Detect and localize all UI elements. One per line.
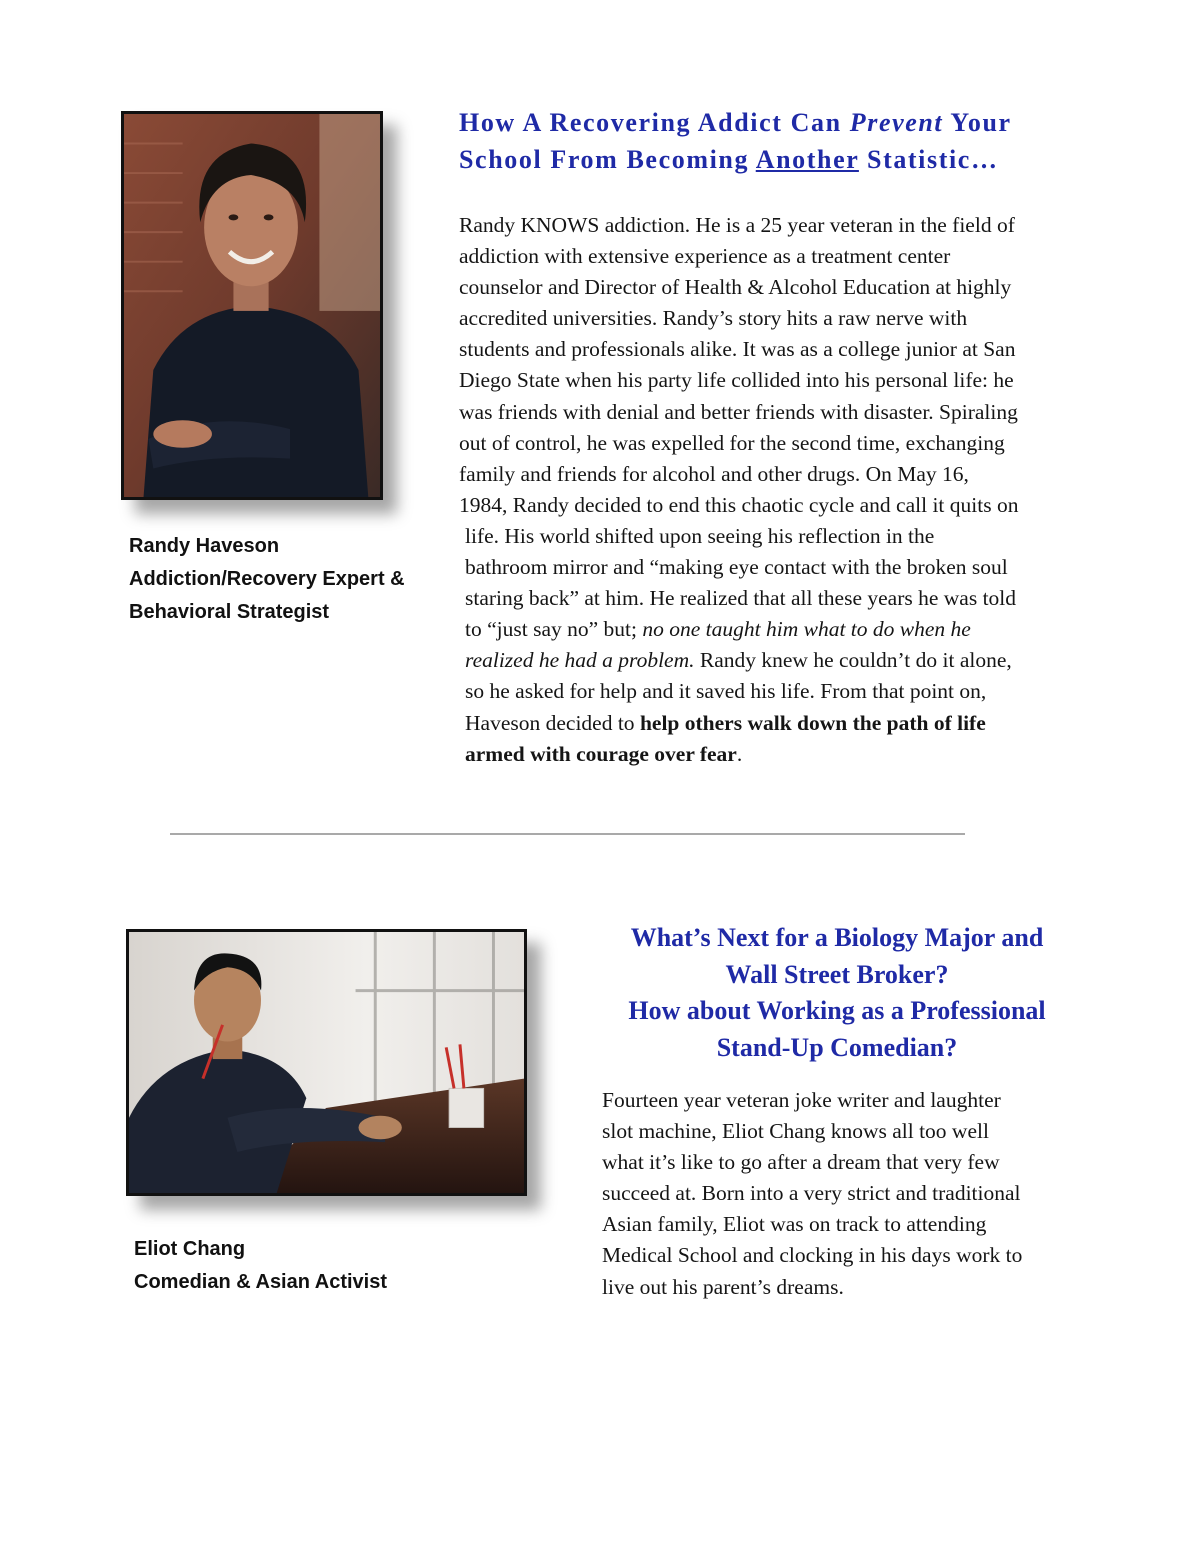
headline-line: What’s Next for a Biology Major and	[630, 923, 1044, 952]
body-line	[465, 676, 1099, 707]
body-line	[459, 303, 1099, 334]
body-line	[459, 521, 1099, 552]
body-continuation	[459, 614, 1099, 769]
body-line	[602, 1178, 1082, 1209]
portrait-image	[129, 932, 524, 1193]
section1-body	[459, 210, 1099, 770]
body-text: Randy KNOWS addiction. He is a 25 year veteran in the field of	[459, 213, 1015, 237]
body-text: .	[736, 741, 743, 766]
section2-body	[602, 1085, 1082, 1303]
body-line	[465, 708, 1099, 739]
body-line	[602, 1272, 1082, 1303]
body-text: accredited universities. Randy’s story hits a raw nerve with	[459, 306, 968, 331]
headline-line2	[459, 141, 1012, 178]
headline-text: School From Becoming	[459, 145, 756, 174]
body-line	[602, 1085, 1082, 1116]
section-divider	[170, 833, 965, 835]
body-line	[602, 1147, 1082, 1178]
body-text: life. His world shifted upon seeing his reflection in the	[465, 523, 935, 548]
randy-caption	[129, 530, 405, 629]
headline-text: How A Recovering Addict Can	[459, 108, 850, 137]
body-text: so he asked for help and it saved his life. From that point on,	[465, 679, 987, 704]
body-line	[459, 241, 1099, 272]
body-text: Medical School and clocking in his days work to	[602, 1243, 1023, 1268]
headline-text: Your	[943, 108, 1012, 137]
body-text: staring back” at him. He realized that all these years he was told	[465, 586, 1017, 611]
body-text: out of control, he was expelled for the second time, exchanging	[459, 430, 1005, 455]
body-text: family and friends for alcohol and other drugs. On May 16,	[459, 461, 969, 486]
caption-role-line2: Behavioral Strategist	[129, 601, 330, 623]
body-text: was friends with denial and better friends with disaster. Spiraling	[459, 399, 1018, 424]
body-text: Haveson decided to	[465, 710, 640, 735]
body-text: to “just say no” but;	[465, 617, 643, 642]
body-italic: no one taught him what to do when he	[642, 617, 971, 642]
body-text: Diego State when his party life collided into his personal life: he	[459, 368, 1014, 393]
headline-line: Stand-Up Comedian?	[716, 1032, 958, 1062]
headline-line1	[459, 104, 1012, 141]
body-line	[459, 365, 1099, 396]
eliot-caption	[134, 1233, 387, 1299]
body-italic: realized he had a problem.	[465, 648, 695, 673]
body-line	[459, 428, 1099, 459]
caption-name: Eliot Chang	[134, 1238, 246, 1260]
body-line	[459, 334, 1099, 365]
eliot-chang-photo	[126, 929, 527, 1196]
caption-role: Comedian & Asian Activist	[134, 1271, 388, 1293]
body-bold: help others walk down the path of life	[639, 710, 986, 735]
section2-headline	[600, 920, 1074, 1066]
body-text: addiction with extensive experience as a treatment center	[459, 244, 951, 269]
body-line	[459, 490, 1099, 521]
headline-line: How about Working as a Professional	[628, 996, 1046, 1025]
body-line	[465, 645, 1099, 676]
body-text: what it’s like to go after a dream that very few	[602, 1150, 1000, 1175]
body-text: succeed at. Born into a very strict and traditional	[602, 1181, 1021, 1206]
body-line	[602, 1209, 1082, 1240]
body-line	[465, 739, 1099, 770]
body-line	[459, 397, 1099, 428]
body-text: slot machine, Eliot Chang knows all too well	[602, 1119, 989, 1144]
body-line	[459, 583, 1099, 614]
body-text: students and professionals alike. It was as a college junior at San	[459, 337, 1016, 362]
section1-headline	[459, 104, 1012, 178]
body-text: Fourteen year veteran joke writer and laughter	[602, 1088, 1001, 1112]
body-line	[459, 272, 1099, 303]
body-line	[459, 459, 1099, 490]
body-text: Asian family, Eliot was on track to attending	[602, 1212, 987, 1237]
body-line	[602, 1116, 1082, 1147]
caption-name: Randy Haveson	[129, 535, 280, 557]
body-lines	[459, 210, 1099, 614]
body-line	[602, 1240, 1082, 1271]
body-text: 1984, Randy decided to end this chaotic cycle and call it quits on	[459, 492, 1019, 517]
portrait-image	[124, 114, 380, 497]
body-line	[465, 614, 1099, 645]
body-line	[459, 210, 1099, 241]
body-text: live out his parent’s dreams.	[602, 1274, 844, 1299]
body-bold: armed with courage over fear	[465, 741, 737, 766]
body-text: bathroom mirror and “making eye contact with the broken soul	[465, 555, 1008, 580]
headline-line: Wall Street Broker?	[725, 959, 949, 989]
randy-haveson-photo	[121, 111, 383, 500]
headline-underlined: Another	[755, 145, 859, 174]
headline-emphasis: Prevent	[849, 108, 944, 137]
body-line	[459, 552, 1099, 583]
body-text: counselor and Director of Health & Alcohol Education at highly	[459, 275, 1012, 300]
caption-role-line1: Addiction/Recovery Expert &	[129, 568, 405, 590]
body-text: Randy knew he couldn’t do it alone,	[694, 648, 1012, 673]
headline-text: Statistic…	[858, 145, 999, 174]
